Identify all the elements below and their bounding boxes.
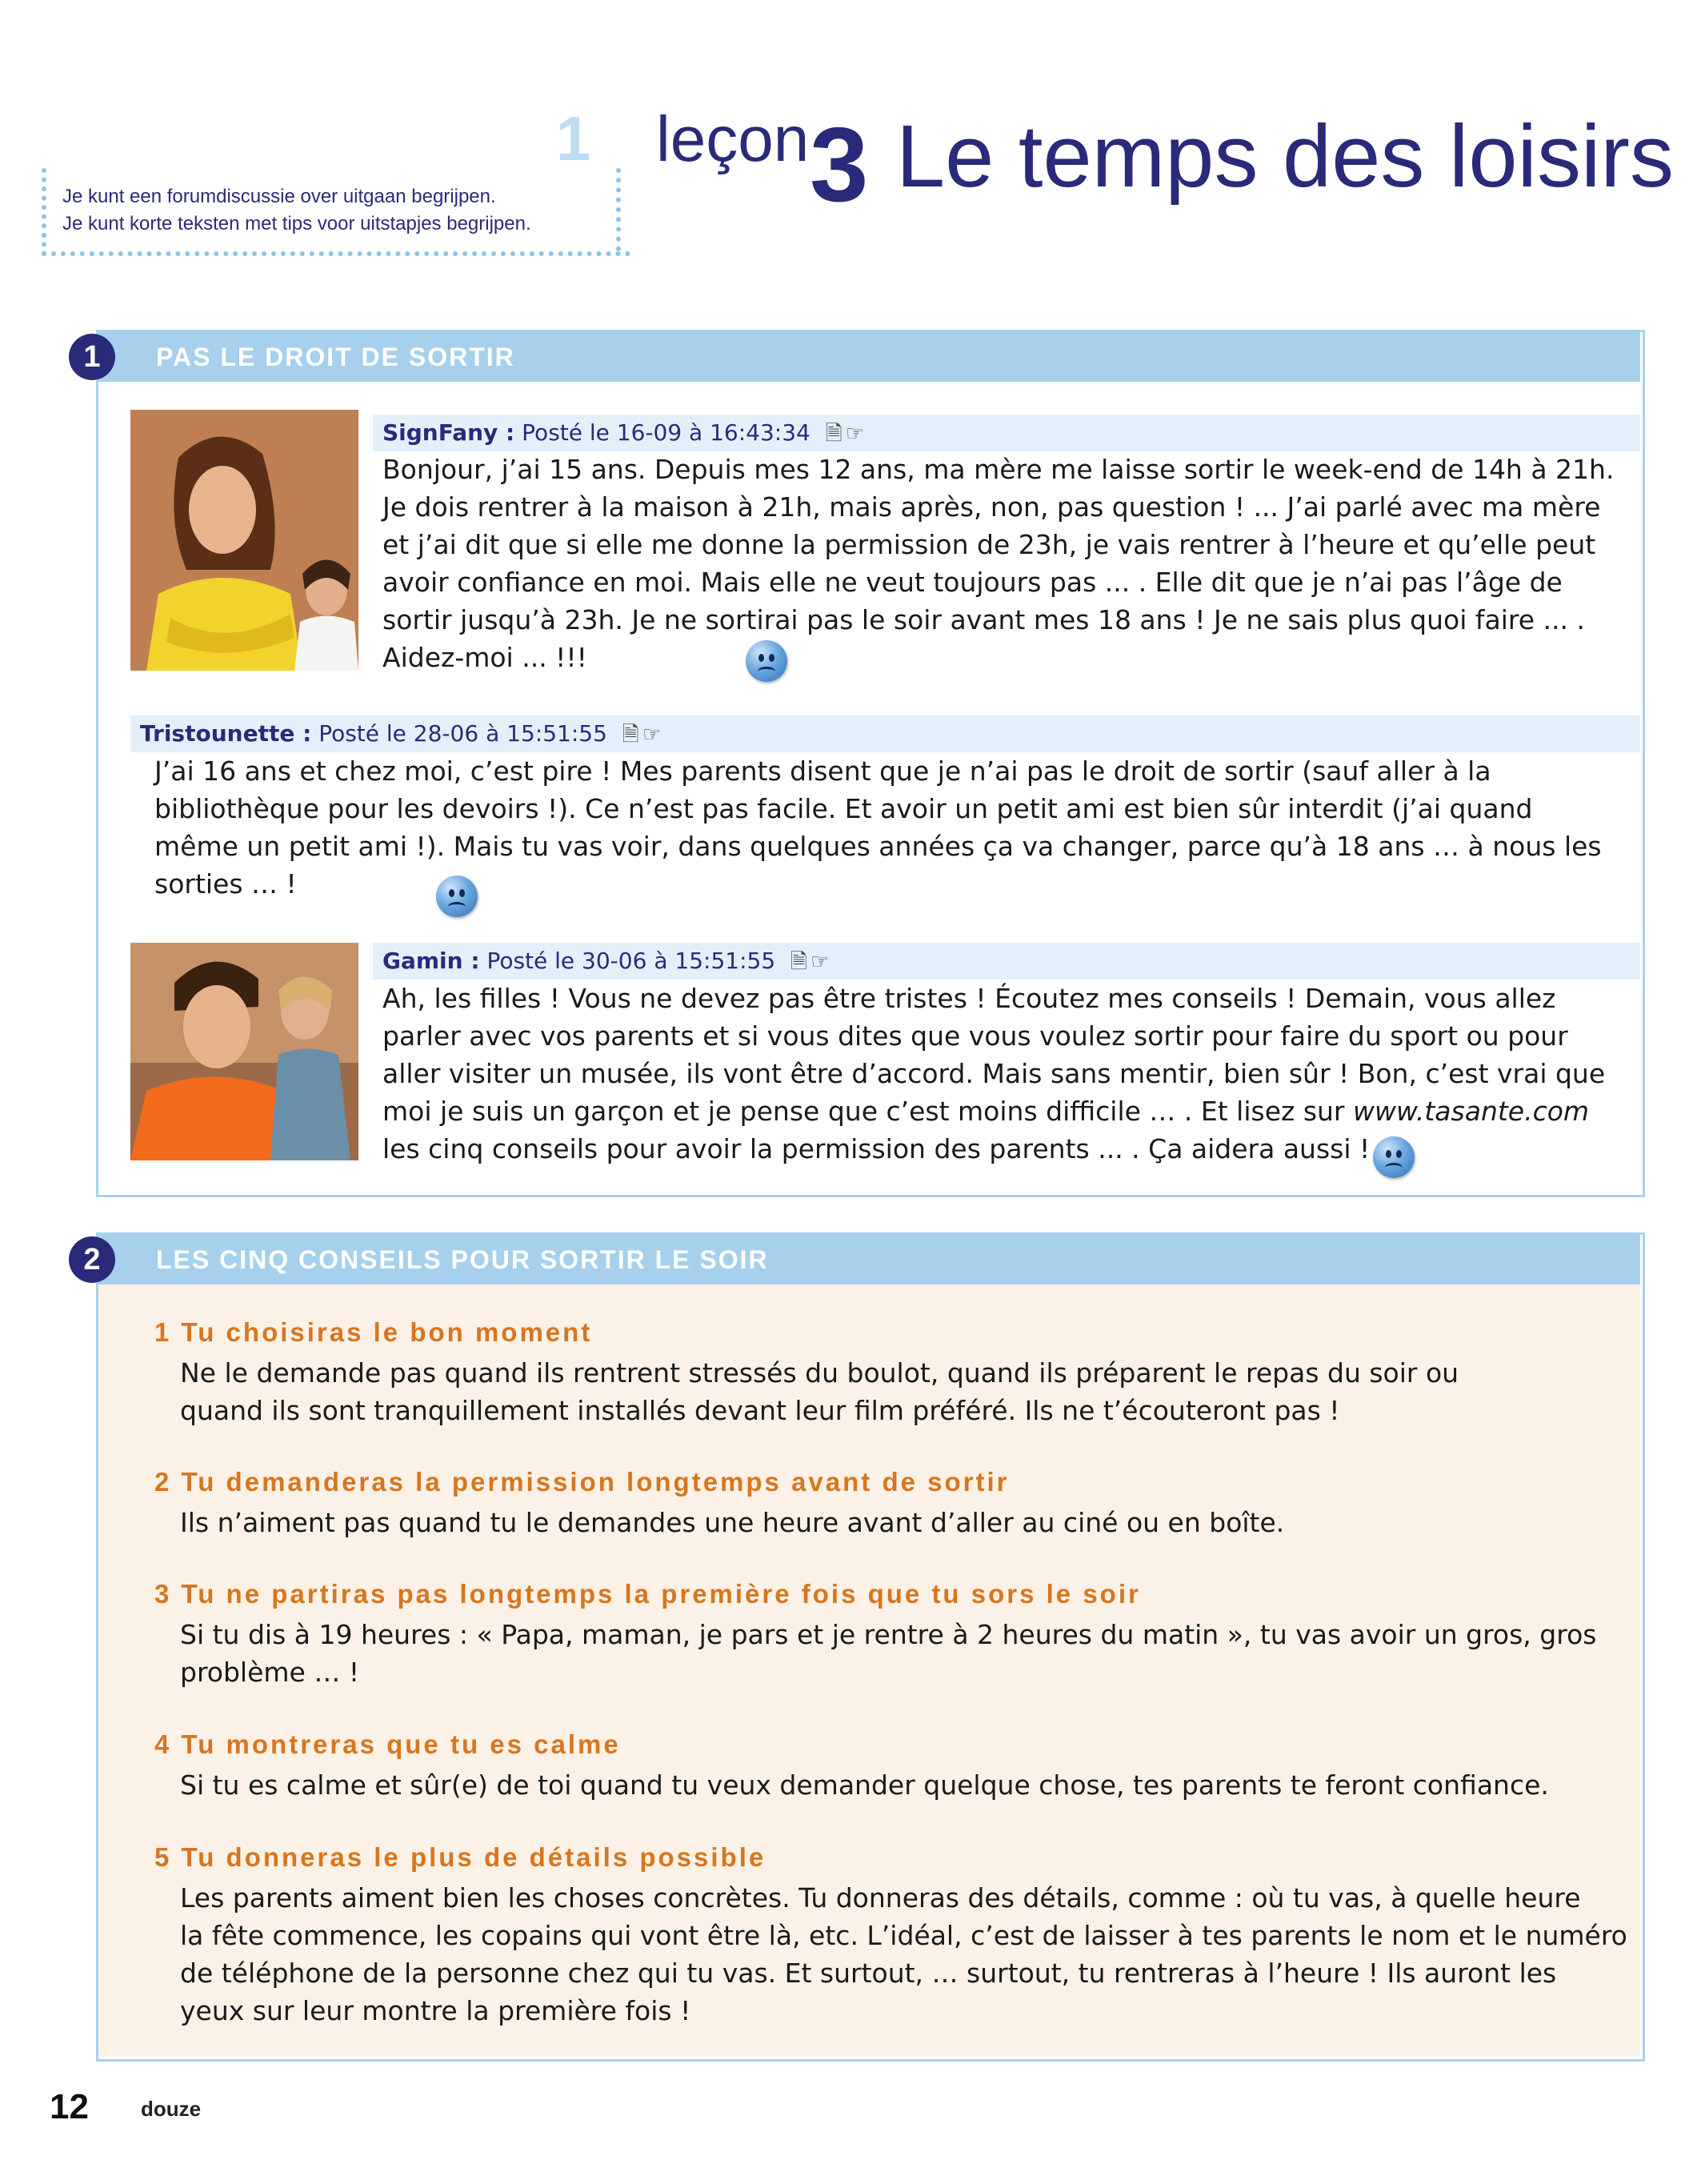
post-author[interactable]: SignFany : bbox=[382, 419, 515, 446]
tip-title: 5 Tu donneras le plus de détails possible bbox=[154, 1842, 766, 1872]
post-line: parler avec vos parents et si vous dites que vous voulez sortir pour faire du sport ou pour bbox=[382, 1020, 1568, 1052]
lesson-number: 3 bbox=[810, 106, 869, 223]
post-line: sorties … ! bbox=[154, 868, 297, 900]
sad-smiley-icon bbox=[746, 640, 787, 682]
post-body bbox=[154, 752, 1602, 903]
post-line: et j’ai dit que si elle me donne la permission de 23h, je vais rentrer à l’heure et qu’elle peut bbox=[382, 529, 1596, 560]
post-actions-icon[interactable]: 🗎☞ bbox=[622, 723, 665, 747]
page-number-word: douze bbox=[141, 2097, 202, 2121]
tip-title: 4 Tu montreras que tu es calme bbox=[154, 1729, 621, 1759]
post-header bbox=[130, 715, 1640, 752]
tip-title: 1 Tu choisiras le bon moment bbox=[154, 1317, 593, 1347]
section-header-bar: LES CINQ CONSEILS POUR SORTIR LE SOIR bbox=[98, 1235, 1640, 1284]
tip-line: Si tu es calme et sûr(e) de toi quand tu veux demander quelque chose, tes parents te feront confiance. bbox=[180, 1769, 1549, 1801]
tip-title: 2 Tu demanderas la permission longtemps avant de sortir bbox=[154, 1467, 1010, 1497]
lesson-objectives-box bbox=[42, 168, 630, 256]
post-author[interactable]: Tristounette : bbox=[140, 720, 312, 747]
section-number-badge: 2 bbox=[69, 1236, 115, 1283]
girl-photo bbox=[130, 410, 358, 671]
tip-text bbox=[180, 1616, 1596, 1691]
tip-line: problème … ! bbox=[180, 1657, 360, 1688]
post-line: Aidez-moi ... !!! bbox=[382, 642, 587, 673]
lesson-label: leçon bbox=[656, 103, 810, 174]
post-body bbox=[382, 451, 1614, 676]
post-line: Je dois rentrer à la maison à 21h, mais après, non, pas question ! ... J’ai parlé avec ma mère bbox=[382, 491, 1601, 523]
post-line: avoir confiance en moi. Mais elle ne veut toujours pas ... . Elle dit que je n’ai pas l’âge de bbox=[382, 567, 1563, 598]
post-date: Posté le 30-06 à 15:51:55 bbox=[486, 948, 776, 974]
sad-smiley-icon bbox=[436, 876, 478, 917]
post-header bbox=[373, 943, 1640, 980]
post-line: Ah, les filles ! Vous ne devez pas être tristes ! Écoutez mes conseils ! Demain, vous allez bbox=[382, 983, 1556, 1014]
post-header bbox=[373, 415, 1640, 451]
post-line: les cinq conseils pour avoir la permission des parents ... . Ça aidera aussi ! bbox=[382, 1133, 1371, 1164]
post-body bbox=[382, 980, 1605, 1168]
post-line: aller visiter un musée, ils vont être d’accord. Mais sans mentir, bien sûr ! Bon, c’est vrai que bbox=[382, 1058, 1606, 1089]
smiley-icon bbox=[1373, 1136, 1415, 1178]
tip-line: yeux sur leur montre la première fois ! bbox=[180, 1995, 691, 2026]
post-line: Bonjour, j’ai 15 ans. Depuis mes 12 ans, ma mère me laisse sortir le week-end de 14h à 21h. bbox=[382, 454, 1615, 485]
post-line: bibliothèque pour les devoirs !). Ce n’est pas facile. Et avoir un petit ami est bien sûr interdit (j’ai quand bbox=[154, 793, 1533, 824]
unit-number: 1 bbox=[556, 103, 591, 174]
page-number: 12 bbox=[50, 2087, 89, 2126]
section-number-badge: 1 bbox=[69, 334, 115, 380]
post-date: Posté le 16-09 à 16:43:34 bbox=[522, 419, 810, 446]
tip-text bbox=[180, 1504, 1284, 1541]
post-line: même un petit ami !). Mais tu vas voir, dans quelques années ça va changer, parce qu’à 18 ans … à nous les bbox=[154, 831, 1602, 862]
tip-line: Ne le demande pas quand ils rentrent stressés du boulot, quand ils préparent le repas du soir ou bbox=[180, 1357, 1459, 1389]
post-line: J’ai 16 ans et chez moi, c’est pire ! Mes parents disent que je n’ai pas le droit de sortir (sauf aller à la bbox=[154, 755, 1491, 787]
tip-line: Les parents aiment bien les choses concrètes. Tu donneras des détails, comme : où tu vas, à quelle heure bbox=[180, 1882, 1581, 1914]
tip-line: Ils n’aiment pas quand tu le demandes une heure avant d’aller au ciné ou en boîte. bbox=[180, 1507, 1285, 1538]
tip-text bbox=[180, 1879, 1627, 2030]
tip-line: la fête commence, les copains qui vont être là, etc. L’idéal, c’est de laisser à tes parents le nom et le numéro bbox=[180, 1920, 1627, 1951]
website-link[interactable]: www.tasante.com bbox=[1353, 1096, 1590, 1127]
tip-line: Si tu dis à 19 heures : « Papa, maman, je pars et je rentre à 2 heures du matin », tu vas avoir un gros, gros bbox=[180, 1619, 1597, 1650]
objective-line: Je kunt een forumdiscussie over uitgaan begrijpen. bbox=[62, 186, 496, 207]
post-date: Posté le 28-06 à 15:51:55 bbox=[318, 720, 607, 747]
post-author[interactable]: Gamin : bbox=[382, 948, 480, 974]
post-line: sortir jusqu’à 23h. Je ne sortirai pas le soir avant mes 18 ans ! Je ne sais plus quoi faire ... . bbox=[382, 604, 1585, 635]
tip-text bbox=[180, 1766, 1549, 1804]
objective-line: Je kunt korte teksten met tips voor uitstapjes begrijpen. bbox=[62, 213, 531, 234]
post-actions-icon[interactable]: 🗎☞ bbox=[790, 950, 833, 974]
page-title: Le temps des loisirs bbox=[896, 107, 1675, 206]
tip-line: quand ils sont tranquillement installés devant leur film préféré. Ils ne t’écouteront pas ! bbox=[180, 1395, 1340, 1426]
boy-photo bbox=[130, 943, 358, 1160]
tip-title: 3 Tu ne partiras pas longtemps la première fois que tu sors le soir bbox=[154, 1579, 1141, 1609]
objectives-box-edge bbox=[616, 168, 621, 251]
section-header-bar: PAS LE DROIT DE SORTIR bbox=[98, 332, 1640, 382]
post-actions-icon[interactable]: 🗎☞ bbox=[825, 422, 867, 446]
post-line: moi je suis un garçon et je pense que c’est moins difficile … . Et lisez sur www.tasante.com bbox=[382, 1096, 1590, 1127]
tip-line: de téléphone de la personne chez qui tu vas. Et surtout, … surtout, tu rentreras à l’heure ! Ils auront les bbox=[180, 1958, 1557, 1989]
tip-text bbox=[180, 1354, 1459, 1429]
